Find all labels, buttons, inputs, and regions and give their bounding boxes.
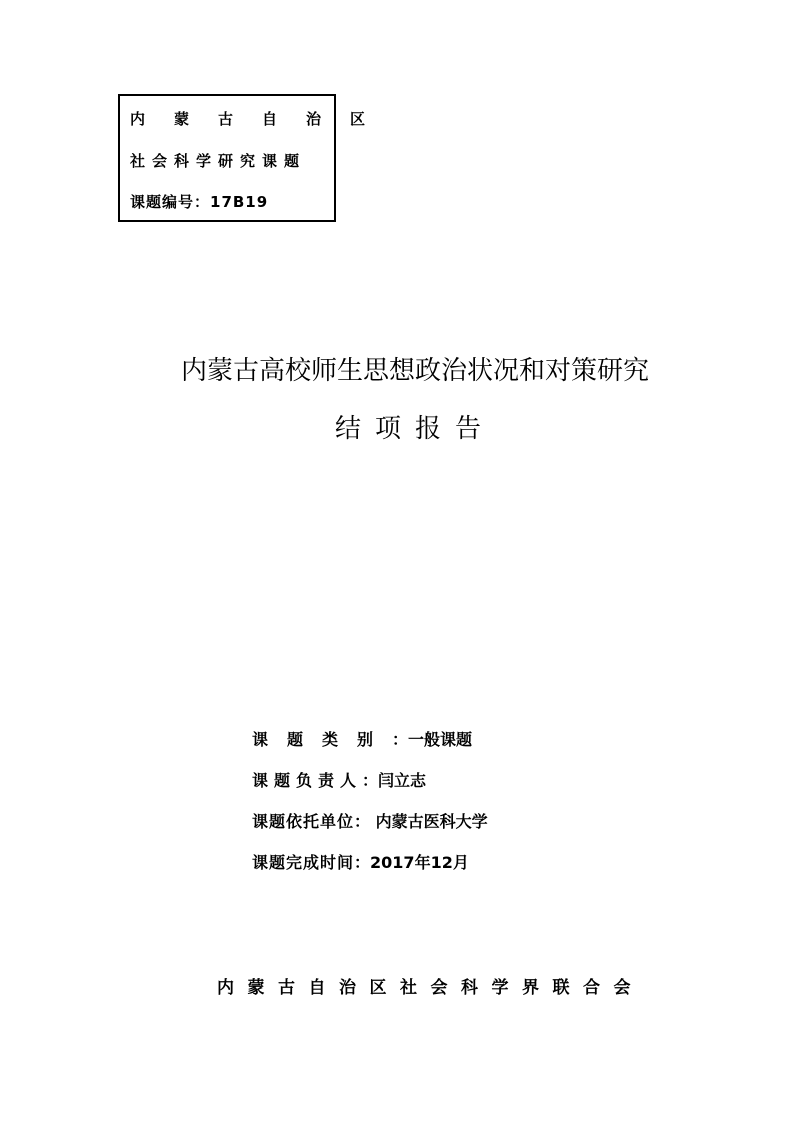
issuing-organization: 内蒙古自治区社会科学界联合会 xyxy=(217,978,644,998)
leader-value: 闫立志 xyxy=(378,771,427,790)
info-row-category xyxy=(252,730,472,750)
report-title: 内蒙古高校师生思想政治状况和对策研究 xyxy=(180,356,649,386)
leader-label: 课题负责人 xyxy=(252,771,363,790)
unit-label: 课题依托单位 xyxy=(252,812,355,831)
project-number: 课题编号：17B19 xyxy=(130,193,269,211)
report-subtitle: 结项报告 xyxy=(334,414,495,444)
colon: ： xyxy=(354,853,371,872)
region-label: 内蒙古自治区 xyxy=(130,110,395,128)
info-row-unit xyxy=(252,812,488,832)
category-label: 课题类别 xyxy=(252,730,393,749)
info-row-leader xyxy=(252,771,426,791)
project-info-box xyxy=(118,94,395,222)
category-value: 一般课题 xyxy=(408,730,473,749)
colon: ： xyxy=(362,771,379,790)
time-value: 2017年12月 xyxy=(370,853,469,872)
info-row-time xyxy=(252,853,469,873)
colon: ： xyxy=(392,730,409,749)
colon: ： xyxy=(354,812,371,831)
project-type-label: 社会科学研究课题 xyxy=(130,152,307,170)
unit-value: 内蒙古医科大学 xyxy=(370,812,488,831)
time-label: 课题完成时间 xyxy=(252,853,355,872)
